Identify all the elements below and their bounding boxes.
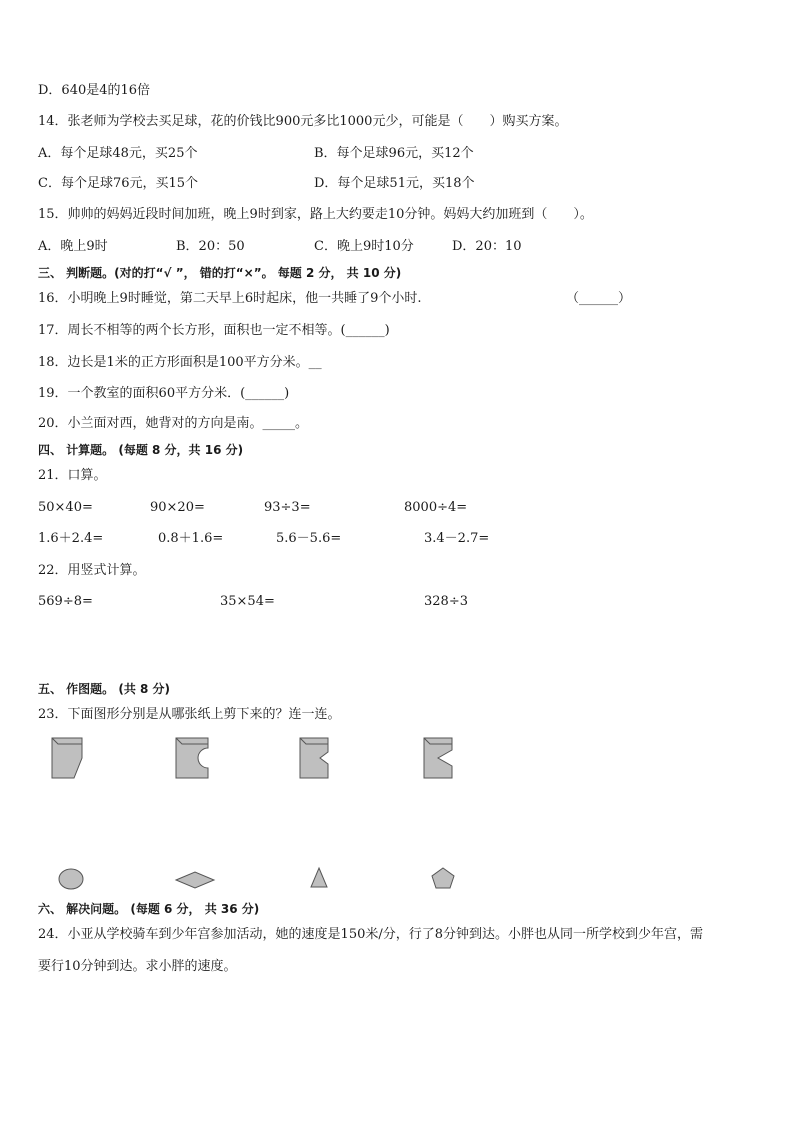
- q16-answer-blank: （______）: [566, 291, 632, 306]
- q22-item: 569÷8=: [38, 594, 93, 609]
- q18-text: 18．边长是1米的正方形面积是100平方分米。__: [38, 355, 322, 370]
- q14-option-a: A．每个足球48元，买25个: [38, 146, 198, 161]
- q21-item: 90×20=: [150, 500, 205, 515]
- q15-option-d: D．20：10: [452, 239, 522, 254]
- q15-option-c: C．晚上9时10分: [314, 239, 414, 254]
- q21-item: 1.6＋2.4=: [38, 531, 104, 546]
- rhombus-shape: [174, 870, 216, 890]
- q14-option-d: D．每个足球51元，买18个: [314, 176, 475, 191]
- section-6-title: 六、 解决问题。 (每题 6 分， 共 36 分): [38, 902, 260, 916]
- q22-item: 35×54=: [220, 594, 275, 609]
- q14-option-c: C．每个足球76元，买15个: [38, 176, 199, 191]
- cut-paper-shape-3: [296, 734, 336, 780]
- q20-text: 20．小兰面对西，她背对的方向是南。_____。: [38, 416, 309, 431]
- q19-text: 19．一个教室的面积60平方分米．(______): [38, 386, 290, 401]
- q21-item: 93÷3=: [264, 500, 311, 515]
- q21-stem: 21．口算。: [38, 468, 107, 483]
- q15-option-b: B．20：50: [176, 239, 245, 254]
- q14-stem: 14．张老师为学校去买足球，花的价钱比900元多比1000元少，可能是（ ）购买方案。: [38, 114, 568, 129]
- q14-option-b: B．每个足球96元，买12个: [314, 146, 474, 161]
- section-3-title: 三、 判断题。(对的打“√ ”， 错的打“×”。 每题 2 分， 共 10 分): [38, 266, 402, 280]
- q21-item: 0.8＋1.6=: [158, 531, 224, 546]
- q21-item: 50×40=: [38, 500, 93, 515]
- q24-text-line-1: 24．小亚从学校骑车到少年宫参加活动，她的速度是150米/分，行了8分钟到达。小胖也从同一所学校到少年宫，需: [38, 927, 704, 942]
- q16-text: 16．小明晚上9时睡觉，第二天早上6时起床，他一共睡了9个小时.: [38, 291, 422, 306]
- triangle-shape: [308, 866, 330, 890]
- q22-stem: 22．用竖式计算。: [38, 563, 146, 578]
- section-4-title: 四、 计算题。 (每题 8 分，共 16 分): [38, 443, 244, 457]
- circle-shape: [56, 866, 86, 892]
- cut-paper-shape-4: [420, 734, 460, 780]
- q23-stem: 23．下面图形分别是从哪张纸上剪下来的？连一连。: [38, 707, 341, 722]
- q15-option-a: A．晚上9时: [38, 239, 108, 254]
- q24-text-line-2: 要行10分钟到达。求小胖的速度。: [38, 959, 237, 974]
- pentagon-shape: [430, 866, 456, 890]
- section-5-title: 五、 作图题。 (共 8 分): [38, 682, 171, 696]
- q17-text: 17．周长不相等的两个长方形，面积也一定不相等。(______): [38, 323, 390, 338]
- cut-paper-shape-2: [172, 734, 212, 780]
- q21-item: 8000÷4=: [404, 500, 468, 515]
- cut-paper-shape-1: [46, 734, 86, 780]
- q13-option-d: D．640是4的16倍: [38, 83, 151, 98]
- q21-item: 5.6－5.6=: [276, 531, 342, 546]
- q15-stem: 15．帅帅的妈妈近段时间加班，晚上9时到家，路上大约要走10分钟。妈妈大约加班到（ ）。: [38, 207, 593, 222]
- q21-item: 3.4－2.7=: [424, 531, 490, 546]
- q22-item: 328÷3: [424, 594, 468, 609]
